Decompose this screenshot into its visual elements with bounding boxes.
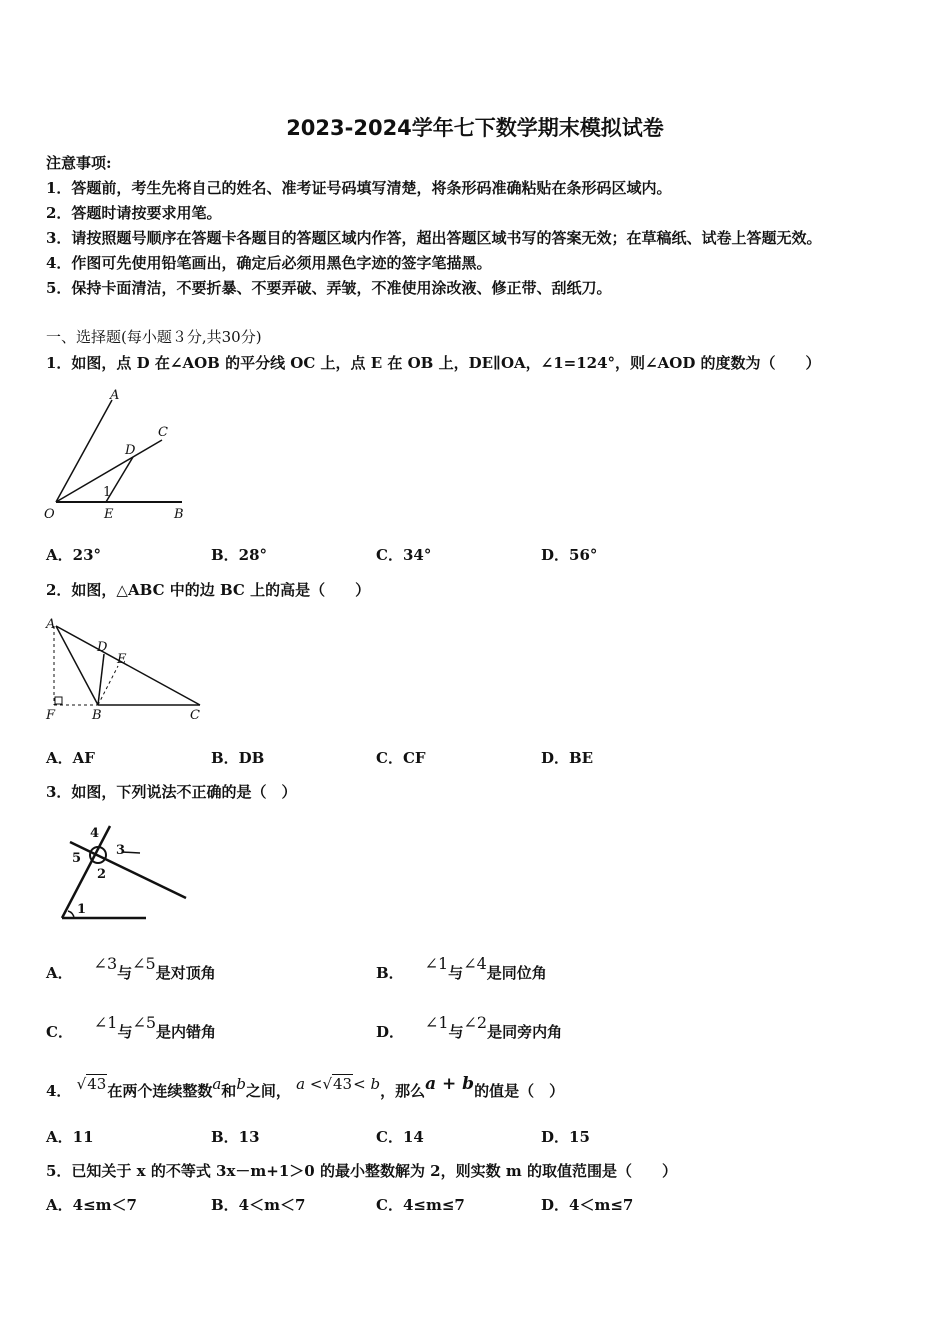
- connector-text: 与: [117, 964, 133, 982]
- option-a[interactable]: A．AF: [46, 749, 95, 767]
- option-a[interactable]: A．4≤m＜7: [46, 1196, 137, 1214]
- option-text: 是对顶角: [155, 964, 216, 982]
- option-b[interactable]: B．28°: [211, 546, 268, 564]
- question-1-stem: 1．如图，点 D 在∠AOB 的平分线 OC 上，点 E 在 OB 上，DE∥OA，∠1=124°，则∠AOD 的度数为（ ）: [46, 354, 821, 372]
- angle-term: ∠2: [463, 1013, 488, 1032]
- label-e: E: [117, 652, 127, 667]
- label-a: A: [46, 617, 56, 632]
- label-4: 4: [90, 826, 100, 841]
- angle-term: ∠3: [93, 954, 118, 973]
- label-a: A: [110, 388, 120, 403]
- notice-item: 2．答题时请按要求用笔。: [46, 204, 222, 222]
- notice-item: 4．作图可先使用铅笔画出，确定后必须用黑色字迹的签字笔描黑。: [46, 254, 492, 272]
- page-title: 2023-2024学年七下数学期末模拟试卷: [286, 116, 664, 140]
- label-d: D: [125, 443, 136, 458]
- option-c[interactable]: C．34°: [376, 546, 432, 564]
- label-c: C: [158, 425, 168, 440]
- label-5: 5: [72, 851, 82, 866]
- stem-text: 之间，: [245, 1082, 291, 1100]
- angle-term: ∠1: [424, 1013, 449, 1032]
- label-2: 2: [97, 867, 107, 882]
- label-angle-1: 1: [103, 485, 112, 500]
- option-text: 是内错角: [156, 1023, 217, 1041]
- sqrt-expression: √43: [76, 1075, 107, 1093]
- sum-expression: a + b: [425, 1074, 475, 1094]
- section-heading: 一、选择题(每小题３分,共30分): [46, 328, 262, 346]
- option-c[interactable]: C．CF: [376, 749, 426, 767]
- label-1: 1: [77, 902, 87, 917]
- option-c[interactable]: [46, 1013, 217, 1042]
- question-5-stem: 5．已知关于 x 的不等式 3x－m+1＞0 的最小整数解为 2，则实数 m 的取值范围是（ ）: [46, 1162, 677, 1180]
- question-4-stem: [46, 1074, 565, 1101]
- option-d[interactable]: D．4＜m≤7: [541, 1196, 634, 1214]
- angle-term: ∠5: [132, 954, 156, 973]
- connector-text: 与: [448, 1023, 464, 1041]
- stem-text: ，那么: [380, 1082, 426, 1100]
- label-f: F: [46, 708, 56, 723]
- question-1-figure: [40, 384, 200, 528]
- option-text: 是同位角: [486, 964, 547, 982]
- question-2-stem: 2．如图，△ABC 中的边 BC 上的高是（ ）: [46, 581, 371, 599]
- label-o: O: [44, 507, 55, 522]
- stem-text: 在两个连续整数: [107, 1082, 213, 1100]
- notice-item: 3．请按照题号顺序在答题卡各题目的答题区域内作答，超出答题区域书写的答案无效；在草稿纸、试卷上答题无效。: [46, 229, 822, 247]
- label-c: C: [190, 708, 200, 723]
- connector-text: 与: [448, 964, 464, 982]
- angle-term: ∠4: [463, 954, 487, 973]
- option-b[interactable]: B．DB: [211, 749, 265, 767]
- label-d: D: [97, 640, 108, 655]
- right-angle-mark: [55, 697, 62, 704]
- option-label: A．: [46, 964, 73, 982]
- option-label: D．: [376, 1023, 405, 1041]
- option-text: 是同旁内角: [487, 1023, 563, 1041]
- option-b[interactable]: B．13: [211, 1128, 260, 1146]
- option-a[interactable]: [46, 954, 216, 983]
- option-label: B．: [376, 964, 404, 982]
- inequality-right: < b: [353, 1075, 381, 1093]
- question-3-figure: [52, 816, 202, 926]
- option-c[interactable]: C．14: [376, 1128, 424, 1146]
- sqrt-expression: √43: [322, 1075, 353, 1093]
- notice-item: 5．保持卡面清洁，不要折暴、不要弄破、弄皱，不准使用涂改液、修正带、刮纸刀。: [46, 279, 612, 297]
- question-number: 4．: [46, 1082, 72, 1100]
- var-b: b: [236, 1075, 246, 1093]
- option-d[interactable]: D．BE: [541, 749, 594, 767]
- connector-text: 与: [117, 1023, 133, 1041]
- stem-text: 和: [221, 1082, 237, 1100]
- inequality-left: a <: [296, 1075, 323, 1093]
- option-a[interactable]: A．23°: [46, 546, 102, 564]
- option-label: C．: [46, 1023, 73, 1041]
- radicand: 43: [333, 1075, 353, 1093]
- label-b: B: [174, 507, 184, 522]
- option-b[interactable]: B．4＜m＜7: [211, 1196, 306, 1214]
- option-d[interactable]: D．15: [541, 1128, 590, 1146]
- label-e: E: [104, 507, 114, 522]
- notice-heading: 注意事项:: [46, 154, 112, 172]
- question-2-figure: [40, 612, 220, 728]
- label-b: B: [92, 708, 102, 723]
- angle-term: ∠1: [424, 954, 449, 973]
- segment-bd: [98, 654, 104, 705]
- option-a[interactable]: A．11: [46, 1128, 94, 1146]
- notice-item: 1．答题前，考生先将自己的姓名、准考证号码填写清楚，将条形码准确粘贴在条形码区域内。: [46, 179, 672, 197]
- option-d[interactable]: D．56°: [541, 546, 598, 564]
- option-d[interactable]: [376, 1013, 563, 1042]
- angle-term: ∠5: [132, 1013, 157, 1032]
- radicand: 43: [87, 1075, 107, 1093]
- question-3-stem: 3．如图，下列说法不正确的是（ ）: [46, 783, 297, 801]
- option-c[interactable]: C．4≤m≤7: [376, 1196, 465, 1214]
- label-3: 3: [116, 843, 126, 858]
- option-b[interactable]: [376, 954, 547, 983]
- stem-text: 的值是（ ）: [474, 1082, 565, 1100]
- angle-term: ∠1: [93, 1013, 118, 1032]
- var-a: a: [212, 1075, 222, 1093]
